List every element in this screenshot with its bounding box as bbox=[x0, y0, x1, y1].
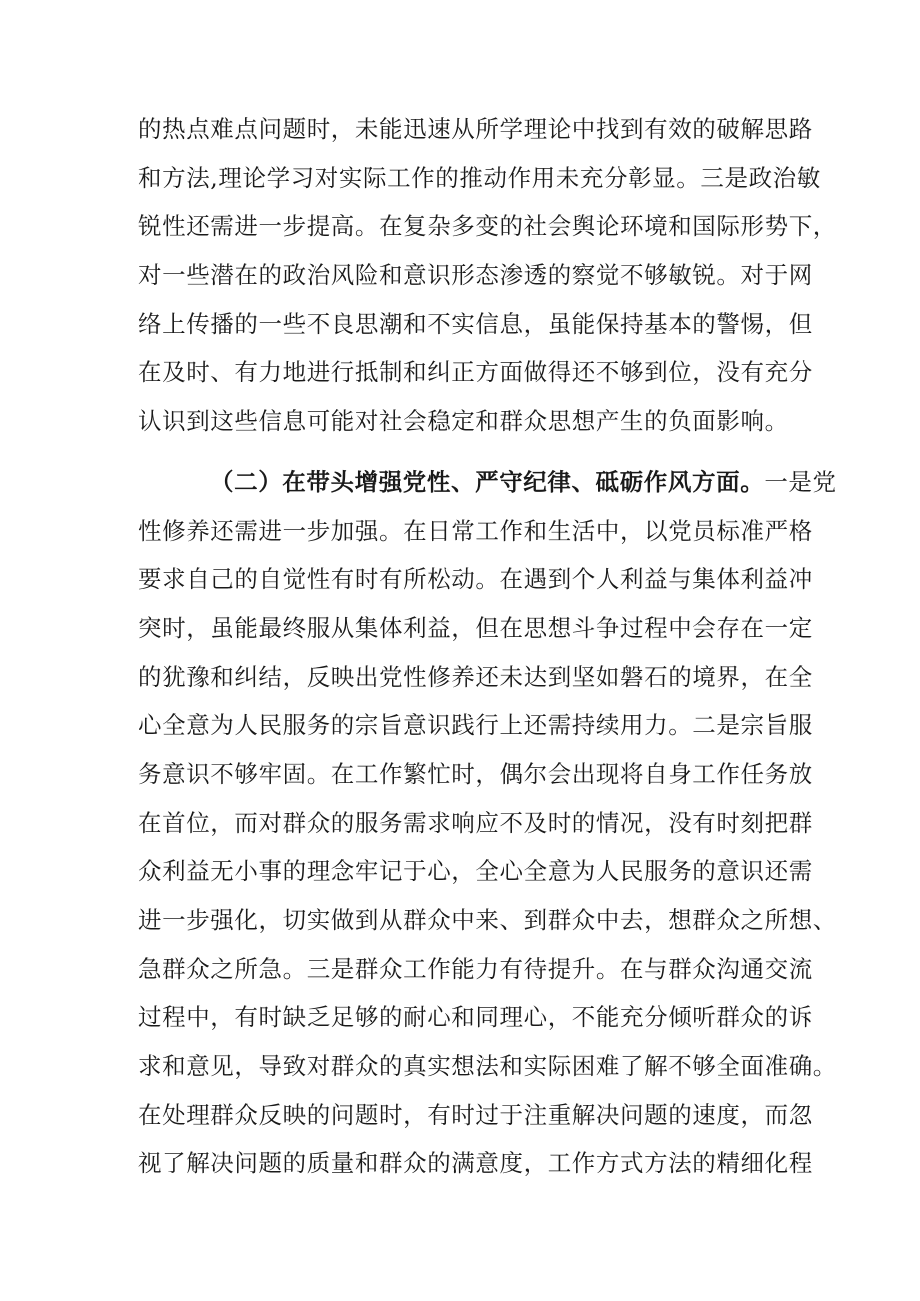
paragraph-line: 众利益无小事的理念牢记于心，全心全意为人民服务的意识还需 bbox=[138, 857, 813, 886]
paragraph-line: 要求自己的自觉性有时有所松动。在遇到个人利益与集体利益冲 bbox=[138, 565, 813, 594]
paragraph-2 bbox=[138, 458, 837, 1188]
paragraph-line: 对一些潜在的政治风险和意识形态渗透的察觉不够敏锐。对于网 bbox=[138, 261, 813, 290]
paragraph-line: 过程中，有时缺乏足够的耐心和同理心，不能充分倾听群众的诉 bbox=[138, 1003, 813, 1032]
paragraph-line: 在处理群众反映的问题时，有时过于注重解决问题的速度，而忽 bbox=[138, 1100, 813, 1129]
paragraph-line: 进一步强化，切实做到从群众中来、到群众中去，想群众之所想、 bbox=[138, 906, 837, 934]
paragraph-line: 锐性还需进一步提高。在复杂多变的社会舆论环境和国际形势下， bbox=[138, 212, 837, 241]
paragraph-line: 心全意为人民服务的宗旨意识践行上还需持续用力。二是宗旨服 bbox=[138, 711, 813, 740]
document-body bbox=[138, 105, 837, 1188]
section-heading: （二）在带头增强党性、严守纪律、砥砺作风方面。 bbox=[210, 467, 765, 496]
paragraph-line: 性修养还需进一步加强。在日常工作和生活中，以党员标准严格 bbox=[138, 516, 813, 545]
paragraph-line: 的热点难点问题时，未能迅速从所学理论中找到有效的破解思路 bbox=[138, 115, 813, 143]
paragraph-1 bbox=[138, 105, 837, 446]
paragraph-line: 急群众之所急。三是群众工作能力有待提升。在与群众沟通交流 bbox=[138, 954, 813, 983]
paragraph-line: 务意识不够牢固。在工作繁忙时，偶尔会出现将自身工作任务放 bbox=[138, 759, 813, 788]
paragraph-line: 求和意见，导致对群众的真实想法和实际困难了解不够全面准确。 bbox=[138, 1052, 837, 1081]
paragraph-line: 在及时、有力地进行抵制和纠正方面做得还不够到位，没有充分 bbox=[138, 358, 813, 387]
paragraph-line: 认识到这些信息可能对社会稳定和群众思想产生的负面影响。 bbox=[138, 407, 789, 436]
heading-line-rest: 一是党 bbox=[764, 467, 837, 496]
section-heading-line bbox=[138, 458, 837, 507]
paragraph-line: 视了解决问题的质量和群众的满意度，工作方式方法的精细化程 bbox=[138, 1149, 813, 1178]
paragraph-line: 和方法,理论学习对实际工作的推动作用未充分彰显。三是政治敏 bbox=[138, 163, 821, 192]
paragraph-line: 在首位，而对群众的服务需求响应不及时的情况，没有时刻把群 bbox=[138, 808, 813, 837]
paragraph-line: 的犹豫和纠结，反映出党性修养还未达到坚如磐石的境界，在全 bbox=[138, 662, 813, 691]
paragraph-line: 络上传播的一些不良思潮和不实信息，虽能保持基本的警惕，但 bbox=[138, 309, 813, 338]
paragraph-line: 突时，虽能最终服从集体利益，但在思想斗争过程中会存在一定 bbox=[138, 613, 813, 642]
